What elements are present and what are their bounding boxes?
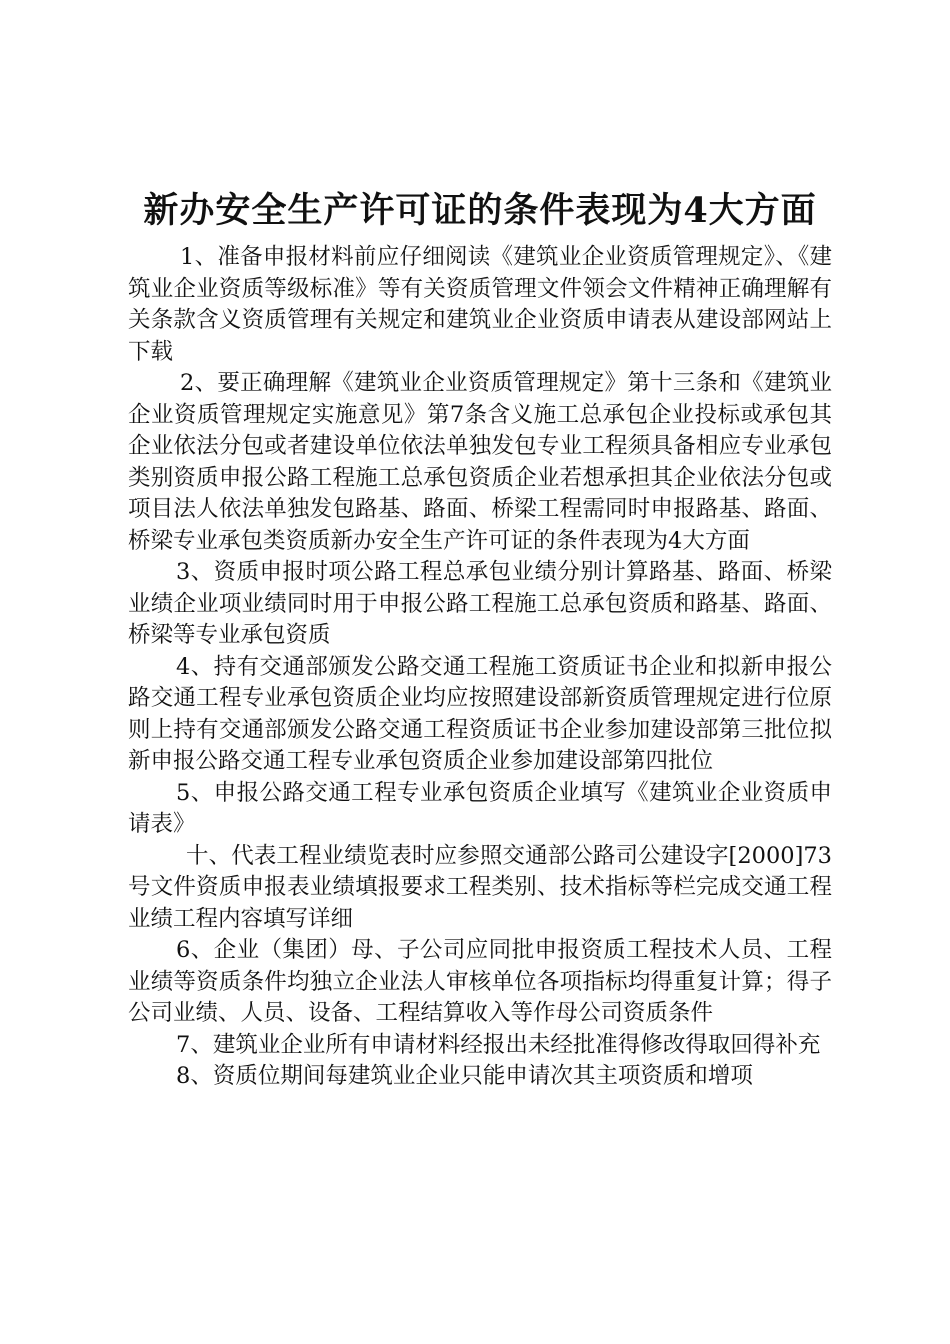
document-page: [128, 186, 832, 1093]
paragraph-6: 十、代表工程业绩览表时应参照交通部公路司公建设字[2000]73号文件资质申报表业绩填报要求工程类别、技术指标等栏完成交通工程业绩工程内容填写详细: [128, 842, 832, 932]
paragraph-1: 1、准备申报材料前应仔细阅读《建筑业企业资质管理规定》、《建筑业企业资质等级标准》等有关资质管理文件领会文件精神正确理解有关条款含义资质管理有关规定和建筑业企业资质申请表从建设部网站上下载: [128, 244, 832, 365]
paragraph-2: 2、要正确理解《建筑业企业资质管理规定》第十三条和《建筑业企业资质管理规定实施意见》第7条含义施工总承包企业投标或承包其企业依法分包或者建设单位依法单独发包专业工程须具备相应专业承包类别资质申报公路工程施工总承包资质企业若想承担其企业依法分包或项目法人依法单独发包路基、路面、桥梁工程需同时申报路基、路面、桥梁专业承包类资质新办安全生产许可证的条件表现为4大方面: [128, 370, 832, 554]
paragraph-3: 3、资质申报时项公路工程总承包业绩分别计算路基、路面、桥梁业绩企业项业绩同时用于申报公路工程施工总承包资质和路基、路面、桥梁等专业承包资质: [128, 559, 832, 648]
document-title: 新办安全生产许可证的条件表现为4大方面: [143, 190, 817, 231]
paragraph-4: 4、持有交通部颁发公路交通工程施工资质证书企业和拟新申报公路交通工程专业承包资质企业均应按照建设部新资质管理规定进行位原则上持有交通部颁发公路交通工程资质证书企业参加建设部第三批位拟新申报公路交通工程专业承包资质企业参加建设部第四批位: [128, 653, 832, 774]
paragraph-8: 7、建筑业企业所有申请材料经报出未经批准得修改得取回得补充: [176, 1031, 821, 1058]
paragraph-9: 8、资质位期间每建筑业企业只能申请次其主项资质和增项: [176, 1063, 753, 1089]
paragraph-7: 6、企业（集团）母、子公司应同批申报资质工程技术人员、工程业绩等资质条件均独立企业法人审核单位各项指标均得重复计算；得子公司业绩、人员、设备、工程结算收入等作母公司资质条件: [128, 937, 832, 1026]
paragraph-5: 5、申报公路交通工程专业承包资质企业填写《建筑业企业资质申请表》: [128, 779, 832, 837]
